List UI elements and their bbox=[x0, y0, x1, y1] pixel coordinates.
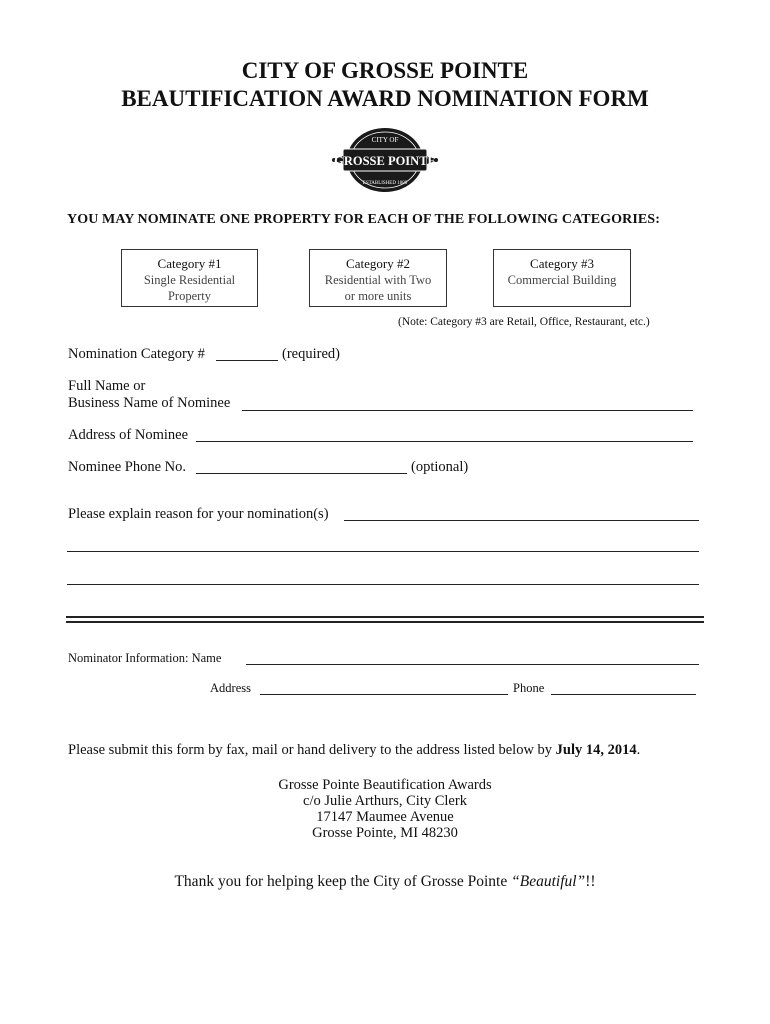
reason-label: Please explain reason for your nomination(s) bbox=[68, 506, 329, 522]
category-desc-line2: Property bbox=[167, 289, 212, 303]
thanks-end: !! bbox=[585, 873, 596, 890]
category-box-3 bbox=[493, 249, 631, 307]
nominee-name-field[interactable] bbox=[242, 410, 693, 411]
submit-instructions bbox=[68, 742, 640, 759]
reason-field-line1[interactable] bbox=[344, 520, 699, 521]
nominator-phone-field[interactable] bbox=[551, 694, 696, 695]
optional-label: (optional) bbox=[411, 459, 469, 475]
nominator-name-field[interactable] bbox=[246, 664, 699, 665]
instructions-heading: YOU MAY NOMINATE ONE PROPERTY FOR EACH OF THE FOLLOWING CATEGORIES: bbox=[67, 212, 660, 227]
nominator-address-label: Address bbox=[210, 681, 251, 695]
section-divider-top bbox=[66, 616, 704, 618]
nominee-address-field[interactable] bbox=[196, 441, 693, 442]
category-box-2 bbox=[309, 249, 447, 307]
page-title-line1: CITY OF GROSSE POINTE bbox=[241, 58, 529, 83]
category-box-1 bbox=[121, 249, 258, 307]
thank-you-message bbox=[0, 874, 770, 890]
required-label: (required) bbox=[282, 346, 340, 362]
category-heading: Category #2 bbox=[346, 256, 410, 271]
city-seal-logo bbox=[328, 126, 442, 194]
svg-text:GROSSE POINTE: GROSSE POINTE bbox=[334, 154, 436, 168]
reason-field-line2[interactable] bbox=[67, 551, 699, 552]
svg-text:CITY OF: CITY OF bbox=[371, 136, 399, 144]
submit-text: Please submit this form by fax, mail or hand delivery to the address listed below by bbox=[68, 742, 556, 758]
nominee-phone-field[interactable] bbox=[196, 473, 407, 474]
submit-deadline: July 14, 2014 bbox=[555, 742, 637, 758]
mailing-address-line4: Grosse Pointe, MI 48230 bbox=[312, 825, 458, 841]
category-desc-line1: Commercial Building bbox=[507, 273, 617, 287]
nominee-phone-label: Nominee Phone No. bbox=[68, 459, 186, 475]
nominator-address-field[interactable] bbox=[260, 694, 508, 695]
mailing-address-line3: 17147 Maumee Avenue bbox=[316, 809, 454, 825]
full-name-label-line2: Business Name of Nominee bbox=[68, 395, 231, 411]
category-desc-line1: Single Residential bbox=[143, 273, 236, 287]
mailing-address-line1: Grosse Pointe Beautification Awards bbox=[278, 777, 492, 793]
nominator-phone-label: Phone bbox=[513, 681, 545, 695]
category-note: (Note: Category #3 are Retail, Office, Restaurant, etc.) bbox=[398, 316, 650, 328]
category-heading: Category #3 bbox=[530, 256, 594, 271]
nominee-address-label: Address of Nominee bbox=[68, 427, 189, 443]
nomination-category-label: Nomination Category # bbox=[68, 346, 205, 362]
thanks-emphasis: “Beautiful” bbox=[511, 873, 586, 890]
mailing-address-line2: c/o Julie Arthurs, City Clerk bbox=[303, 793, 467, 809]
category-desc-line1: Residential with Two bbox=[324, 273, 432, 287]
thanks-text: Thank you for helping keep the City of Grosse Pointe bbox=[174, 873, 512, 890]
category-heading: Category #1 bbox=[157, 256, 222, 271]
nominator-name-label: Nominator Information: Name bbox=[68, 651, 222, 665]
reason-field-line3[interactable] bbox=[67, 584, 699, 585]
section-divider-bottom bbox=[66, 621, 704, 623]
svg-text:ESTABLISHED 1880: ESTABLISHED 1880 bbox=[362, 181, 408, 186]
page-title-line2: BEAUTIFICATION AWARD NOMINATION FORM bbox=[121, 86, 649, 111]
category-desc-line2: or more units bbox=[344, 289, 412, 303]
full-name-label-line1: Full Name or bbox=[68, 378, 146, 394]
submit-end: . bbox=[636, 742, 641, 758]
nomination-category-field[interactable] bbox=[216, 360, 278, 361]
